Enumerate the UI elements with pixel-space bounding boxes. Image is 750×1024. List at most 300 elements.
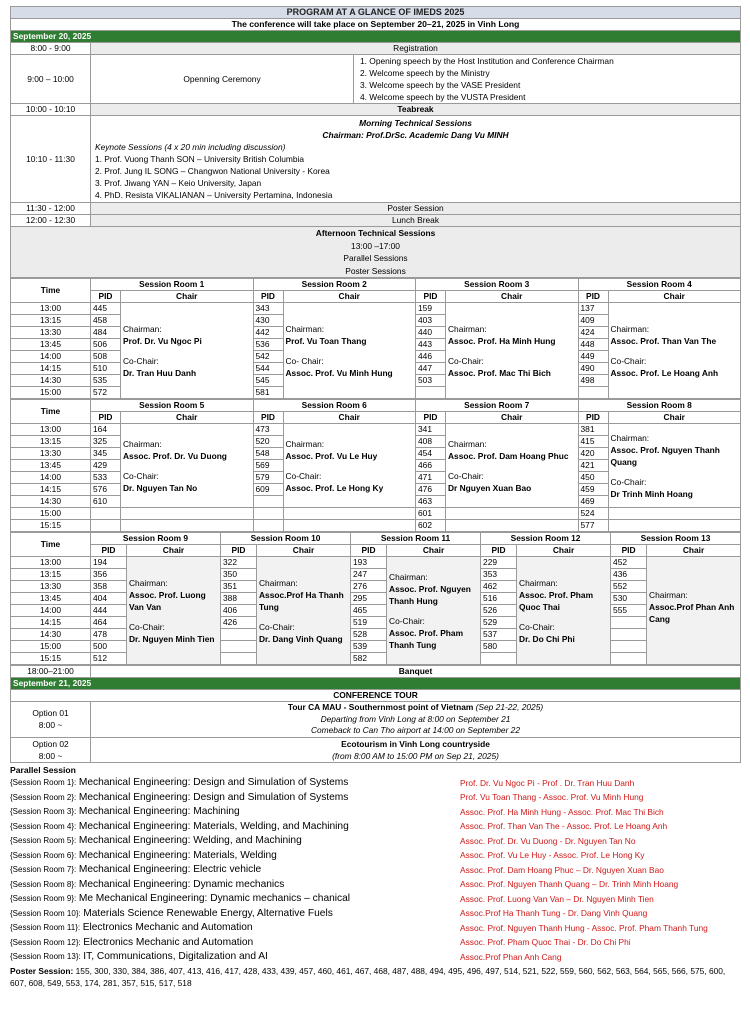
paper-id: 542 bbox=[253, 351, 283, 363]
session-time: 14:30 bbox=[11, 375, 91, 387]
lunch-time: 12:00 - 12:30 bbox=[11, 215, 91, 227]
program-table bbox=[10, 6, 741, 278]
paper-id: 465 bbox=[351, 605, 387, 617]
paper-id: 471 bbox=[416, 472, 446, 484]
paper-id: 577 bbox=[578, 520, 608, 532]
paper-id: 464 bbox=[91, 617, 127, 629]
paper-id: 580 bbox=[481, 641, 517, 653]
paper-id: 544 bbox=[253, 363, 283, 375]
afternoon-poster: Poster Sessions bbox=[345, 265, 406, 276]
paper-id: 356 bbox=[91, 569, 127, 581]
cochair-name: Dr. Nguyen Minh Tien bbox=[129, 633, 215, 644]
chair-header: Chair bbox=[517, 545, 611, 557]
poster-list bbox=[10, 965, 740, 989]
session-room-name: Session Room 5 bbox=[91, 400, 254, 412]
paper-id: 388 bbox=[221, 593, 257, 605]
topic-room-tag: {Session Room 2}: bbox=[10, 792, 77, 802]
topic-row bbox=[10, 805, 740, 820]
paper-id: 552 bbox=[611, 581, 647, 593]
opening-label: Openning Ceremony bbox=[91, 55, 354, 103]
topic-room-tag: {Session Room 9}: bbox=[10, 894, 77, 904]
paper-id: 341 bbox=[416, 424, 446, 436]
morning-time: 10:10 - 11:30 bbox=[11, 116, 91, 203]
empty-cell bbox=[283, 508, 416, 520]
session-block-a bbox=[10, 278, 741, 399]
paper-id: 582 bbox=[351, 653, 387, 665]
paper-id: 528 bbox=[351, 629, 387, 641]
session-room-name: Session Room 3 bbox=[416, 279, 579, 291]
paper-id: 484 bbox=[91, 327, 121, 339]
paper-id: 459 bbox=[578, 484, 608, 496]
tour-title: CONFERENCE TOUR bbox=[11, 690, 741, 702]
topic-chairs: Assoc. Prof. Dam Hoang Phuc – Dr. Nguyen Xuan Bao bbox=[460, 864, 664, 875]
cochair-label: Co-Chair: bbox=[123, 355, 159, 366]
chairman-label: Chairman: bbox=[610, 323, 650, 334]
cochair-label: Co-Chair: bbox=[389, 615, 425, 626]
paper-id bbox=[481, 653, 517, 665]
topic-chairs: Assoc. Prof. Than Van The - Assoc. Prof. Le Hoang Anh bbox=[460, 821, 668, 832]
banquet-label: Banquet bbox=[91, 666, 741, 678]
paper-id: 164 bbox=[91, 424, 121, 436]
paper-id: 415 bbox=[578, 436, 608, 448]
topic-room-tag: {Session Room 11}: bbox=[10, 923, 81, 933]
topic-room-tag: {Session Room 5}: bbox=[10, 836, 77, 846]
chairman-name: Assoc.Prof Phan Anh Cang bbox=[649, 601, 735, 624]
chair-header: Chair bbox=[283, 412, 416, 424]
chairman-name: Assoc. Prof. Dam Hoang Phuc bbox=[448, 450, 569, 461]
topic-title: Mechanical Engineering: Design and Simulation of Systems bbox=[78, 791, 349, 803]
chair-header: Chair bbox=[446, 291, 579, 303]
session-time: 13:30 bbox=[11, 448, 91, 460]
topic-room-tag: {Session Room 6}: bbox=[10, 850, 77, 860]
paper-id: 322 bbox=[221, 557, 257, 569]
paper-id: 601 bbox=[416, 508, 446, 520]
session-row bbox=[11, 605, 741, 617]
topic-title: Mechanical Engineering: Machining bbox=[78, 806, 240, 818]
session-time: 14:15 bbox=[11, 484, 91, 496]
paper-id bbox=[91, 520, 121, 532]
opening-item: 2. Welcome speech by the Ministry bbox=[360, 68, 490, 78]
paper-id: 498 bbox=[578, 375, 608, 387]
opening-item: 4. Welcome speech by the VUSTA President bbox=[360, 92, 526, 102]
paper-id: 506 bbox=[91, 339, 121, 351]
opt1-label: Option 01 bbox=[32, 708, 69, 719]
session-chairs bbox=[387, 557, 481, 665]
cochair-label: Co-Chair: bbox=[285, 470, 322, 481]
paper-id: 430 bbox=[253, 315, 283, 327]
paper-id bbox=[221, 653, 257, 665]
session-time: 14:00 bbox=[11, 351, 91, 363]
paper-id: 533 bbox=[91, 472, 121, 484]
paper-id: 420 bbox=[578, 448, 608, 460]
chairman-name: Assoc. Prof. Ha Minh Hung bbox=[448, 335, 556, 346]
cochair-label: Co-Chair: bbox=[123, 470, 159, 481]
session-time: 13:45 bbox=[11, 339, 91, 351]
cochair-name: Assoc. Prof. Mac Thi Bich bbox=[448, 367, 551, 378]
topic-chairs: Assoc.Prof Ha Thanh Tung - Dr. Dang Vinh Quang bbox=[460, 908, 648, 919]
topic-title: Me Mechanical Engineering: Dynamic mechanics – chanical bbox=[78, 893, 351, 905]
chair-header: Chair bbox=[446, 412, 579, 424]
paper-id: 462 bbox=[481, 581, 517, 593]
topic-title: Electronics Mechanic and Automation bbox=[82, 922, 253, 934]
topic-room-tag: {Session Room 12}: bbox=[10, 937, 81, 947]
empty-cell bbox=[283, 520, 416, 532]
session-time: 15:00 bbox=[11, 641, 91, 653]
session-row bbox=[11, 629, 741, 641]
paper-id bbox=[611, 653, 647, 665]
topic-chairs: Assoc. Prof. Luong Van Van – Dr. Nguyen Minh Tien bbox=[460, 893, 654, 904]
morning-title: Morning Technical Sessions bbox=[359, 118, 472, 128]
paper-id: 137 bbox=[578, 303, 608, 315]
session-block-b bbox=[10, 399, 741, 532]
paper-id: 516 bbox=[481, 593, 517, 605]
paper-id: 569 bbox=[253, 460, 283, 472]
topic-room-tag: {Session Room 4}: bbox=[10, 821, 77, 831]
topic-room-tag: {Session Room 10}: bbox=[10, 908, 81, 918]
topic-row bbox=[10, 935, 740, 950]
cochair-name: Dr. Tran Huu Danh bbox=[123, 367, 197, 378]
session-room-name: Session Room 12 bbox=[481, 533, 611, 545]
paper-id: 436 bbox=[611, 569, 647, 581]
registration-label: Registration bbox=[91, 43, 741, 55]
cochair-name: Dr Nguyen Xuan Bao bbox=[448, 482, 532, 493]
session-time: 13:30 bbox=[11, 581, 91, 593]
session-chairs bbox=[517, 557, 611, 665]
chairman-label: Chairman: bbox=[129, 577, 168, 588]
paper-id bbox=[611, 641, 647, 653]
day1-label: September 20, 2025 bbox=[11, 31, 741, 43]
paper-id: 466 bbox=[416, 460, 446, 472]
paper-id: 446 bbox=[416, 351, 446, 363]
paper-id: 350 bbox=[221, 569, 257, 581]
topic-title: Mechanical Engineering: Welding, and Machining bbox=[78, 835, 302, 847]
chairman-name: Assoc. Prof. Vu Le Huy bbox=[285, 450, 378, 461]
paper-id: 581 bbox=[253, 387, 283, 399]
session-room-name: Session Room 11 bbox=[351, 533, 481, 545]
session-time: 13:00 bbox=[11, 557, 91, 569]
session-time: 15:00 bbox=[11, 508, 91, 520]
topic-room-tag: {Session Room 3}: bbox=[10, 807, 77, 817]
day2-table bbox=[10, 665, 741, 763]
empty-cell bbox=[608, 508, 741, 520]
session-chairs bbox=[283, 424, 416, 508]
paper-id: 572 bbox=[91, 387, 121, 399]
opt1-time: 8:00 ~ bbox=[38, 720, 63, 731]
chairman-label: Chairman: bbox=[123, 323, 162, 334]
chair-header: Chair bbox=[121, 291, 254, 303]
session-row bbox=[11, 581, 741, 593]
pid-header: PID bbox=[91, 291, 121, 303]
paper-id bbox=[416, 387, 446, 399]
parallel-sessions bbox=[10, 765, 740, 990]
session-room-name: Session Room 13 bbox=[611, 533, 741, 545]
paper-id: 351 bbox=[221, 581, 257, 593]
opt1-line2: Comeback to Can Tho airport at 14:00 on September 22 bbox=[310, 725, 521, 735]
pid-header: PID bbox=[416, 291, 446, 303]
session-time: 15:15 bbox=[11, 653, 91, 665]
chair-header: Chair bbox=[127, 545, 221, 557]
opening-time: 9:00 – 10:00 bbox=[11, 55, 91, 104]
session-chairs bbox=[446, 303, 579, 399]
cochair-label: Co- Chair: bbox=[285, 355, 324, 366]
session-row bbox=[11, 520, 741, 532]
topic-list bbox=[10, 776, 740, 965]
paper-id: 409 bbox=[578, 315, 608, 327]
program-title: PROGRAM AT A GLANCE OF IMEDS 2025 bbox=[11, 7, 741, 19]
cochair-label: Co-Chair: bbox=[448, 470, 484, 481]
cochair-label: Co-Chair: bbox=[259, 621, 295, 632]
paper-id bbox=[611, 617, 647, 629]
chair-header: Chair bbox=[608, 291, 741, 303]
session-time: 13:15 bbox=[11, 569, 91, 581]
session-room-name: Session Room 9 bbox=[91, 533, 221, 545]
cochair-name: Assoc. Prof. Vu Minh Hung bbox=[285, 367, 393, 378]
session-room-name: Session Room 10 bbox=[221, 533, 351, 545]
chair-header: Chair bbox=[608, 412, 741, 424]
paper-id: 442 bbox=[253, 327, 283, 339]
paper-id: 452 bbox=[611, 557, 647, 569]
cochair-name: Assoc. Prof. Le Hong Ky bbox=[285, 482, 384, 493]
paper-id: 343 bbox=[253, 303, 283, 315]
paper-id: 512 bbox=[91, 653, 127, 665]
empty-cell bbox=[446, 508, 579, 520]
chairman-name: Assoc. Prof. Than Van The bbox=[610, 335, 717, 346]
session-row bbox=[11, 653, 741, 665]
session-time: 13:00 bbox=[11, 424, 91, 436]
paper-id: 381 bbox=[578, 424, 608, 436]
paper-id bbox=[221, 629, 257, 641]
teabreak-label: Teabreak bbox=[91, 104, 741, 116]
morning-chairman: Chairman: Prof.DrSc. Academic Dang Vu MINH bbox=[322, 130, 509, 140]
time-header: Time bbox=[11, 400, 91, 424]
poster-list-ids: 155, 300, 330, 384, 386, 407, 413, 416, 417, 428, 433, 439, 457, 460, 461, 467, 468, 487, 488, 494, 495, 496, 497, 514, 521, 522, 559, 560, 562, 563, 564, 565, 566, 575, 600, 607, 608, 549, 553, 174, 281, 357, 515, 517, 518 bbox=[10, 966, 726, 988]
topic-title: Mechanical Engineering: Materials, Welding, and Machining bbox=[78, 820, 349, 832]
paper-id: 537 bbox=[481, 629, 517, 641]
paper-id: 576 bbox=[91, 484, 121, 496]
cochair-name: Dr Trinh Minh Hoang bbox=[610, 488, 693, 499]
session-chairs bbox=[283, 303, 416, 399]
paper-id: 194 bbox=[91, 557, 127, 569]
paper-id: 325 bbox=[91, 436, 121, 448]
program-subtitle: The conference will take place on September 20–21, 2025 in Vinh Long bbox=[11, 19, 741, 31]
opt2-label: Option 02 bbox=[32, 738, 69, 749]
topic-row bbox=[10, 921, 740, 936]
topic-room-tag: {Session Room 8}: bbox=[10, 879, 77, 889]
topic-room-tag: {Session Room 13}: bbox=[10, 952, 81, 962]
chairman-label: Chairman: bbox=[519, 577, 558, 588]
paper-id: 193 bbox=[351, 557, 387, 569]
paper-id: 529 bbox=[481, 617, 517, 629]
opening-item: 3. Welcome speech by the VASE President bbox=[360, 80, 521, 90]
cochair-name: Assoc. Prof. Le Hoang Anh bbox=[610, 367, 719, 378]
chair-header: Chair bbox=[387, 545, 481, 557]
poster-time: 11:30 - 12:00 bbox=[11, 203, 91, 215]
session-row bbox=[11, 641, 741, 653]
keynote-speaker: 4. PhD. Resista VIKALIANAN – University Pertamina, Indonesia bbox=[95, 190, 333, 200]
topic-title: Mechanical Engineering: Materials, Welding bbox=[78, 849, 277, 861]
chairman-label: Chairman: bbox=[389, 571, 428, 582]
paper-id: 403 bbox=[416, 315, 446, 327]
empty-cell bbox=[121, 508, 254, 520]
session-time: 13:45 bbox=[11, 593, 91, 605]
paper-id: 247 bbox=[351, 569, 387, 581]
session-room-name: Session Room 7 bbox=[416, 400, 579, 412]
session-room-name: Session Room 8 bbox=[578, 400, 741, 412]
paper-id bbox=[253, 496, 283, 508]
paper-id: 469 bbox=[578, 496, 608, 508]
topic-chairs: Prof. Vu Toan Thang - Assoc. Prof. Vu Minh Hung bbox=[460, 792, 644, 803]
paper-id bbox=[253, 520, 283, 532]
pid-header: PID bbox=[221, 545, 257, 557]
session-time: 13:15 bbox=[11, 436, 91, 448]
session-chairs bbox=[127, 557, 221, 665]
paper-id: 358 bbox=[91, 581, 127, 593]
session-row bbox=[11, 569, 741, 581]
topic-row bbox=[10, 776, 740, 791]
topic-chairs: Assoc. Prof. Nguyen Thanh Hung - Assoc. Prof. Pham Thanh Tung bbox=[460, 922, 708, 933]
session-time: 14:30 bbox=[11, 496, 91, 508]
session-time: 15:15 bbox=[11, 520, 91, 532]
afternoon-parallel: Parallel Sessions bbox=[343, 253, 408, 263]
cochair-label: Co-Chair: bbox=[519, 621, 555, 632]
registration-time: 8:00 - 9:00 bbox=[11, 43, 91, 55]
session-time: 14:00 bbox=[11, 605, 91, 617]
topic-chairs: Assoc. Prof. Dr. Vu Duong - Dr. Nguyen Tan No bbox=[460, 835, 636, 846]
chairman-name: Assoc. Prof. Luong Van Van bbox=[129, 589, 206, 612]
paper-id: 536 bbox=[253, 339, 283, 351]
topic-row bbox=[10, 790, 740, 805]
cochair-label: Co-Chair: bbox=[448, 355, 484, 366]
session-room-name: Session Room 6 bbox=[253, 400, 416, 412]
paper-id: 159 bbox=[416, 303, 446, 315]
paper-id: 545 bbox=[253, 375, 283, 387]
chairman-label: Chairman: bbox=[610, 432, 650, 443]
paper-id: 508 bbox=[91, 351, 121, 363]
cochair-name: Dr. Do Chi Phi bbox=[519, 633, 575, 644]
paper-id: 478 bbox=[91, 629, 127, 641]
paper-id: 579 bbox=[253, 472, 283, 484]
parallel-heading: Parallel Session bbox=[10, 764, 76, 775]
topic-chairs: Prof. Dr. Vu Ngoc Pi - Prof . Dr. Tran Huu Danh bbox=[460, 777, 635, 788]
session-time: 14:30 bbox=[11, 629, 91, 641]
session-time: 14:15 bbox=[11, 363, 91, 375]
paper-id bbox=[578, 387, 608, 399]
paper-id: 454 bbox=[416, 448, 446, 460]
topic-room-tag: {Session Room 1}: bbox=[10, 778, 77, 788]
chairman-label: Chairman: bbox=[448, 438, 487, 449]
session-time: 14:15 bbox=[11, 617, 91, 629]
pid-header: PID bbox=[351, 545, 387, 557]
session-block-c bbox=[10, 532, 741, 665]
chairman-name: Prof. Vu Toan Thang bbox=[285, 335, 367, 346]
session-chairs bbox=[608, 424, 741, 508]
session-row bbox=[11, 508, 741, 520]
paper-id: 345 bbox=[91, 448, 121, 460]
afternoon-time: 13:00 –17:00 bbox=[351, 240, 400, 251]
paper-id: 602 bbox=[416, 520, 446, 532]
topic-row bbox=[10, 906, 740, 921]
session-room-name: Session Room 2 bbox=[253, 279, 416, 291]
pid-header: PID bbox=[253, 412, 283, 424]
pid-header: PID bbox=[416, 412, 446, 424]
chairman-label: Chairman: bbox=[285, 438, 325, 449]
paper-id: 510 bbox=[91, 363, 121, 375]
chairman-label: Chairman: bbox=[448, 323, 487, 334]
topic-chairs: Assoc. Prof. Nguyen Thanh Quang – Dr. Trinh Minh Hoang bbox=[460, 879, 679, 890]
session-time: 13:45 bbox=[11, 460, 91, 472]
topic-title: IT, Communications, Digitalization and AI bbox=[83, 951, 268, 963]
pid-header: PID bbox=[578, 291, 608, 303]
opening-item: 1. Opening speech by the Host Institution and Conference Chairman bbox=[360, 56, 614, 66]
banquet-time: 18:00–21:00 bbox=[11, 666, 91, 678]
session-time: 13:15 bbox=[11, 315, 91, 327]
paper-id: 448 bbox=[578, 339, 608, 351]
paper-id: 548 bbox=[253, 448, 283, 460]
pid-header: PID bbox=[91, 545, 127, 557]
paper-id: 519 bbox=[351, 617, 387, 629]
session-chairs bbox=[647, 557, 741, 665]
paper-id: 609 bbox=[253, 484, 283, 496]
opt1-line1: Departing from Vinh Long at 8:00 on September 21 bbox=[320, 713, 511, 724]
chairman-name: Assoc. Prof. Nguyen Thanh Quang bbox=[610, 444, 720, 467]
cochair-label: Co-Chair: bbox=[610, 476, 647, 487]
chairman-label: Chairman: bbox=[259, 577, 298, 588]
session-row bbox=[11, 617, 741, 629]
paper-id: 295 bbox=[351, 593, 387, 605]
paper-id bbox=[611, 629, 647, 641]
paper-id: 426 bbox=[221, 617, 257, 629]
topic-title: Electronics Mechanic and Automation bbox=[83, 936, 254, 948]
day2-label: September 21, 2025 bbox=[11, 678, 741, 690]
topic-row bbox=[10, 863, 740, 878]
paper-id: 526 bbox=[481, 605, 517, 617]
chair-header: Chair bbox=[121, 412, 254, 424]
chairman-name: Assoc. Prof. Pham Quoc Thai bbox=[519, 589, 594, 612]
session-row bbox=[11, 424, 741, 436]
paper-id: 458 bbox=[91, 315, 121, 327]
topic-title: Mechanical Engineering: Design and Simulation of Systems bbox=[78, 777, 349, 789]
paper-id bbox=[91, 508, 121, 520]
keynote-label: Keynote Sessions (4 x 20 min including discussion) bbox=[95, 142, 286, 152]
chairman-label: Chairman: bbox=[649, 589, 688, 600]
paper-id: 443 bbox=[416, 339, 446, 351]
session-row bbox=[11, 557, 741, 569]
empty-cell bbox=[608, 520, 741, 532]
paper-id: 449 bbox=[578, 351, 608, 363]
poster-list-label: Poster Session: bbox=[10, 966, 74, 976]
chair-header: Chair bbox=[257, 545, 351, 557]
keynote-speaker: 3. Prof. Jiwang YAN – Keio University, Japan bbox=[95, 178, 262, 188]
chairman-label: Chairman: bbox=[285, 323, 325, 334]
paper-id: 539 bbox=[351, 641, 387, 653]
session-room-name: Session Room 4 bbox=[578, 279, 741, 291]
topic-title: Materials Science Renewable Energy, Alternative Fuels bbox=[83, 907, 333, 919]
chairman-name: Prof. Dr. Vu Ngoc Pi bbox=[123, 335, 202, 346]
paper-id: 408 bbox=[416, 436, 446, 448]
paper-id: 404 bbox=[91, 593, 127, 605]
paper-id: 500 bbox=[91, 641, 127, 653]
keynote-speaker: 2. Prof. Jung IL SONG – Changwon National University - Korea bbox=[95, 166, 330, 176]
paper-id: 440 bbox=[416, 327, 446, 339]
session-time: 13:30 bbox=[11, 327, 91, 339]
paper-id: 450 bbox=[578, 472, 608, 484]
opt2-line1: (from 8:00 AM to 15:00 PM on Sep 21, 2025) bbox=[332, 750, 499, 761]
pid-header: PID bbox=[611, 545, 647, 557]
session-chairs bbox=[446, 424, 579, 508]
topic-row bbox=[10, 892, 740, 907]
chairman-label: Chairman: bbox=[123, 438, 162, 449]
session-chairs bbox=[121, 424, 254, 508]
